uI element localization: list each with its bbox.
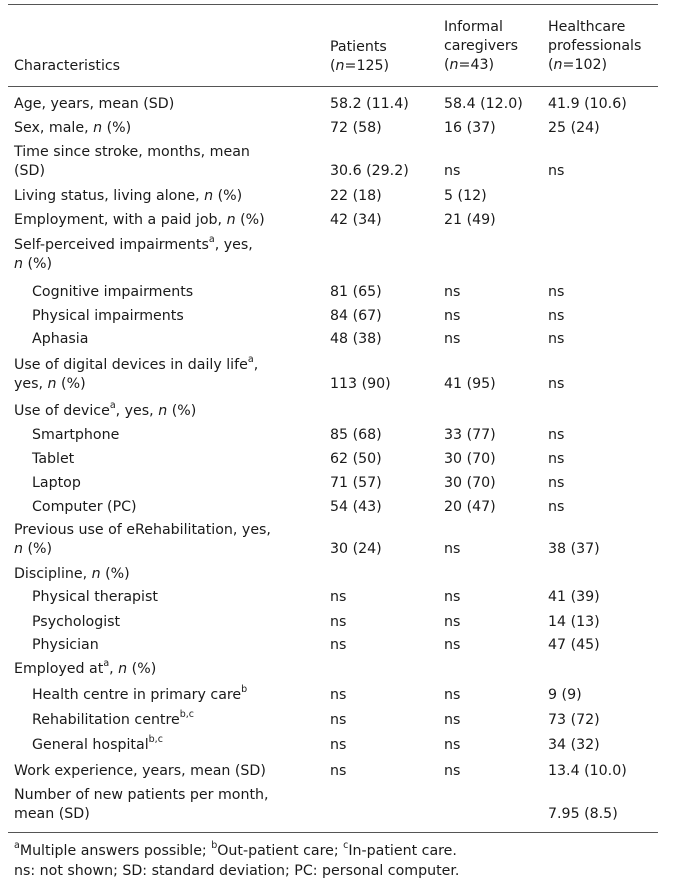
caregivers-value: ns xyxy=(444,687,461,703)
footnote-superscripts: $^a$Multiple answers possible; $^b$Out-patient care; $^c$In-patient care. xyxy=(14,840,457,859)
caregivers-value: ns xyxy=(444,284,461,300)
row-label-line: Number of new patients per month, xyxy=(14,787,269,803)
row-label xyxy=(32,330,88,349)
row-label-line: Sex, male, n (%) xyxy=(14,120,132,136)
row-label-line: Smartphone xyxy=(32,427,120,443)
patients-value: 81 (65) xyxy=(330,284,382,300)
caregivers-value: ns xyxy=(444,308,461,324)
patients-value: ns xyxy=(330,712,347,728)
professionals-value: 47 (45) xyxy=(548,637,600,653)
caregivers-value: 58.4 (12.0) xyxy=(444,96,523,112)
row-label xyxy=(32,450,74,469)
row-label xyxy=(14,143,250,181)
row-label-line: Psychologist xyxy=(32,614,121,630)
professionals-value: 38 (37) xyxy=(548,541,600,557)
row-label xyxy=(32,736,163,755)
row-label-line: Physician xyxy=(32,637,99,653)
patients-value: 58.2 (11.4) xyxy=(330,96,409,112)
professionals-value: 34 (32) xyxy=(548,737,600,753)
row-label-line: Employment, with a paid job, n (%) xyxy=(14,212,265,228)
patients-value: 62 (50) xyxy=(330,451,382,467)
row-label xyxy=(14,187,242,206)
professionals-value: ns xyxy=(548,331,565,347)
patients-value: ns xyxy=(330,687,347,703)
patients-value: 48 (38) xyxy=(330,331,382,347)
row-label-line: Discipline, n (%) xyxy=(14,566,130,582)
row-label xyxy=(14,762,266,781)
caregivers-value: ns xyxy=(444,331,461,347)
header-informal-caregivers: Informal caregivers (n=43) xyxy=(444,19,519,73)
row-label-line: Aphasia xyxy=(32,331,89,347)
row-label xyxy=(14,660,156,679)
row-label xyxy=(14,356,258,394)
professionals-value: 41.9 (10.6) xyxy=(548,96,627,112)
caregivers-value: ns xyxy=(444,712,461,728)
row-label-line: Computer (PC) xyxy=(32,499,137,515)
patients-value: 42 (34) xyxy=(330,212,382,228)
row-label xyxy=(14,786,269,824)
patients-value: ns xyxy=(330,763,347,779)
row-label xyxy=(32,588,158,607)
patients-value: 22 (18) xyxy=(330,188,382,204)
row-label-line: mean (SD) xyxy=(14,806,90,822)
row-label-line: yes, n (%) xyxy=(14,376,86,392)
patients-value: ns xyxy=(330,614,347,630)
row-label xyxy=(32,474,81,493)
patients-value: 30 (24) xyxy=(330,541,382,557)
caregivers-value: 5 (12) xyxy=(444,188,487,204)
patients-value: ns xyxy=(330,589,347,605)
row-label xyxy=(14,402,196,421)
caregivers-value: ns xyxy=(444,589,461,605)
professionals-value: 25 (24) xyxy=(548,120,600,136)
row-label xyxy=(32,711,194,730)
patients-value: ns xyxy=(330,637,347,653)
row-label-line: Self-perceived impairments$^a$, yes, xyxy=(14,234,253,253)
row-label-line: General hospital$^{b,c}$ xyxy=(32,734,163,753)
row-label-line: (SD) xyxy=(14,163,46,179)
row-label-line: n (%) xyxy=(14,541,53,557)
professionals-value: 41 (39) xyxy=(548,589,600,605)
caregivers-value: ns xyxy=(444,763,461,779)
row-label-line: Cognitive impairments xyxy=(32,284,194,300)
professionals-value: ns xyxy=(548,427,565,443)
professionals-value: ns xyxy=(548,376,565,392)
caregivers-value: 30 (70) xyxy=(444,475,496,491)
caregivers-value: 21 (49) xyxy=(444,212,496,228)
row-label-line: Previous use of eRehabilitation, yes, xyxy=(14,522,271,538)
patients-value: 30.6 (29.2) xyxy=(330,163,409,179)
row-label-line: Health centre in primary care$^b$ xyxy=(32,684,248,703)
row-label-line: n (%) xyxy=(14,256,53,272)
caregivers-value: ns xyxy=(444,637,461,653)
patients-value: 84 (67) xyxy=(330,308,382,324)
caregivers-value: 30 (70) xyxy=(444,451,496,467)
patients-value: 72 (58) xyxy=(330,120,382,136)
patients-value: 113 (90) xyxy=(330,376,391,392)
table-bottom-rule xyxy=(8,832,658,833)
professionals-value: ns xyxy=(548,499,565,515)
row-label xyxy=(14,95,174,114)
row-label xyxy=(14,236,253,274)
caregivers-value: 16 (37) xyxy=(444,120,496,136)
patients-value: 54 (43) xyxy=(330,499,382,515)
patients-value: 85 (68) xyxy=(330,427,382,443)
row-label-line: Laptop xyxy=(32,475,81,491)
row-label-line: Employed $at^a$, n (%) xyxy=(14,658,157,677)
header-patients: Patients (n=125) xyxy=(330,39,390,74)
professionals-value: 9 (9) xyxy=(548,687,582,703)
caregivers-value: 20 (47) xyxy=(444,499,496,515)
professionals-value: 73 (72) xyxy=(548,712,600,728)
row-label-line: Work experience, years, mean (SD) xyxy=(14,763,266,779)
row-label xyxy=(32,307,184,326)
professionals-value: ns xyxy=(548,475,565,491)
professionals-value: 13.4 (10.0) xyxy=(548,763,627,779)
row-label-line: Age, years, mean (SD) xyxy=(14,96,175,112)
row-label xyxy=(14,521,271,559)
professionals-value: 7.95 (8.5) xyxy=(548,806,618,822)
professionals-value: ns xyxy=(548,163,565,179)
caregivers-value: ns xyxy=(444,614,461,630)
row-label xyxy=(32,498,137,517)
row-label-line: Time since stroke, months, mean xyxy=(14,144,250,160)
row-label-line: Physical therapist xyxy=(32,589,158,605)
row-label-line: Tablet xyxy=(32,451,75,467)
patients-value: ns xyxy=(330,737,347,753)
row-label xyxy=(14,119,131,138)
caregivers-value: 41 (95) xyxy=(444,376,496,392)
row-label xyxy=(32,613,120,632)
row-label xyxy=(32,686,247,705)
header-healthcare-professionals: Healthcare professionals (n=102) xyxy=(548,19,642,73)
row-label xyxy=(32,636,99,655)
footnote-abbreviations: ns: not shown; SD: standard deviation; PC: personal computer. xyxy=(14,863,460,879)
row-label-line: Use of device$^a$, yes, n (%) xyxy=(14,400,197,419)
caregivers-value: 33 (77) xyxy=(444,427,496,443)
row-label-line: Use of digital devices in daily life$^a$, xyxy=(14,354,259,373)
professionals-value: ns xyxy=(548,284,565,300)
row-label-line: Living status, living alone, n (%) xyxy=(14,188,243,204)
professionals-value: ns xyxy=(548,451,565,467)
professionals-value: ns xyxy=(548,308,565,324)
row-label-line: Rehabilitation centre$^{b,c}$ xyxy=(32,709,195,728)
row-label xyxy=(14,565,130,584)
row-label xyxy=(32,283,193,302)
patients-value: 71 (57) xyxy=(330,475,382,491)
caregivers-value: ns xyxy=(444,737,461,753)
caregivers-value: ns xyxy=(444,163,461,179)
header-characteristics: Characteristics xyxy=(14,58,121,74)
row-label xyxy=(32,426,119,445)
professionals-value: 14 (13) xyxy=(548,614,600,630)
row-label xyxy=(14,211,265,230)
caregivers-value: ns xyxy=(444,541,461,557)
row-label-line: Physical impairments xyxy=(32,308,184,324)
